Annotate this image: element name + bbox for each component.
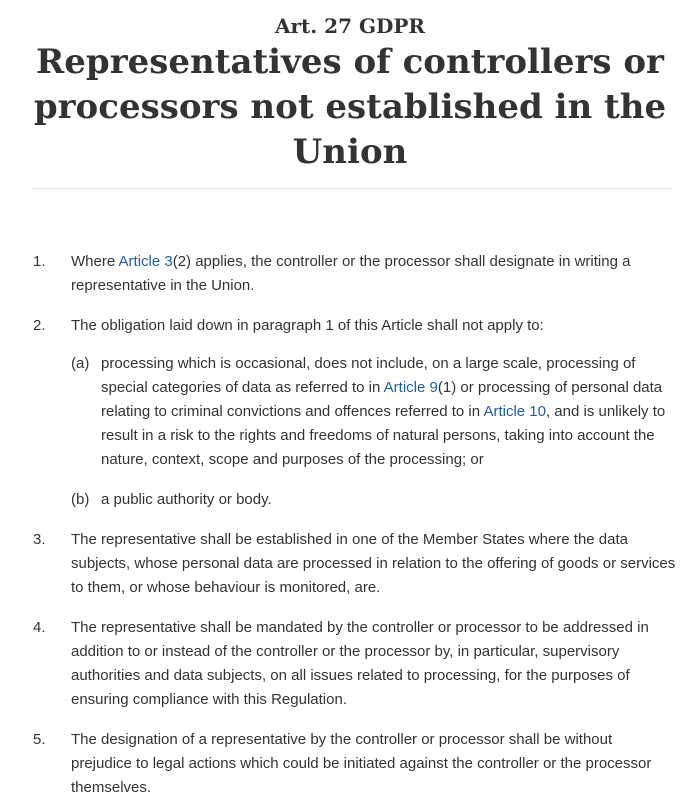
paragraph-number: 1. (33, 253, 46, 270)
point-label: (b) (71, 491, 90, 508)
article-number: Art. 27 GDPR (274, 14, 426, 38)
paragraph-number: 2. (33, 317, 46, 334)
article-title: Representatives of controllers or processors not established in the Union (33, 42, 667, 172)
paragraph-text: Where Article 3(2) applies, the controller or the processor shall designate in writing a representative in the Union. (71, 253, 631, 294)
paragraph-text: The representative shall be established in one of the Member States where the data subjects, whose personal data are processed in relation to the offering of goods or services to them, or whose behaviour is monitored, are. (71, 531, 676, 596)
paragraph-text: The designation of a representative by the controller or processor shall be without prejudice to legal actions which could be initiated against the controller or the processor themselves. (71, 731, 652, 796)
point-text: processing which is occasional, does not include, on a large scale, processing of special categories of data as referred to in Article 9(1) or processing of personal data relating to criminal convictions and offences referred to in Article 10, and is unlikely to result in a risk to the rights and freedoms of natural persons, taking into account the nature, context, scope and purposes of the processing; or (101, 355, 666, 468)
point-label: (a) (71, 355, 90, 372)
paragraph-number: 5. (33, 731, 46, 748)
article-9-link[interactable]: Article 9 (383, 379, 438, 396)
paragraph-number: 3. (33, 531, 46, 548)
article-10-link[interactable]: Article 10 (483, 403, 546, 420)
article-3-link[interactable]: Article 3 (118, 253, 173, 270)
title-divider (33, 188, 673, 189)
paragraph-text: The obligation laid down in paragraph 1 of this Article shall not apply to: (71, 317, 544, 334)
paragraph-text: The representative shall be mandated by the controller or processor to be addressed in addition to or instead of the controller or the processor by, in particular, supervisory authorities and data subjects, on all issues related to processing, for the purposes of ensuring compliance with this Regulation. (71, 619, 649, 708)
point-text: a public authority or body. (101, 491, 272, 508)
paragraph-number: 4. (33, 619, 46, 636)
